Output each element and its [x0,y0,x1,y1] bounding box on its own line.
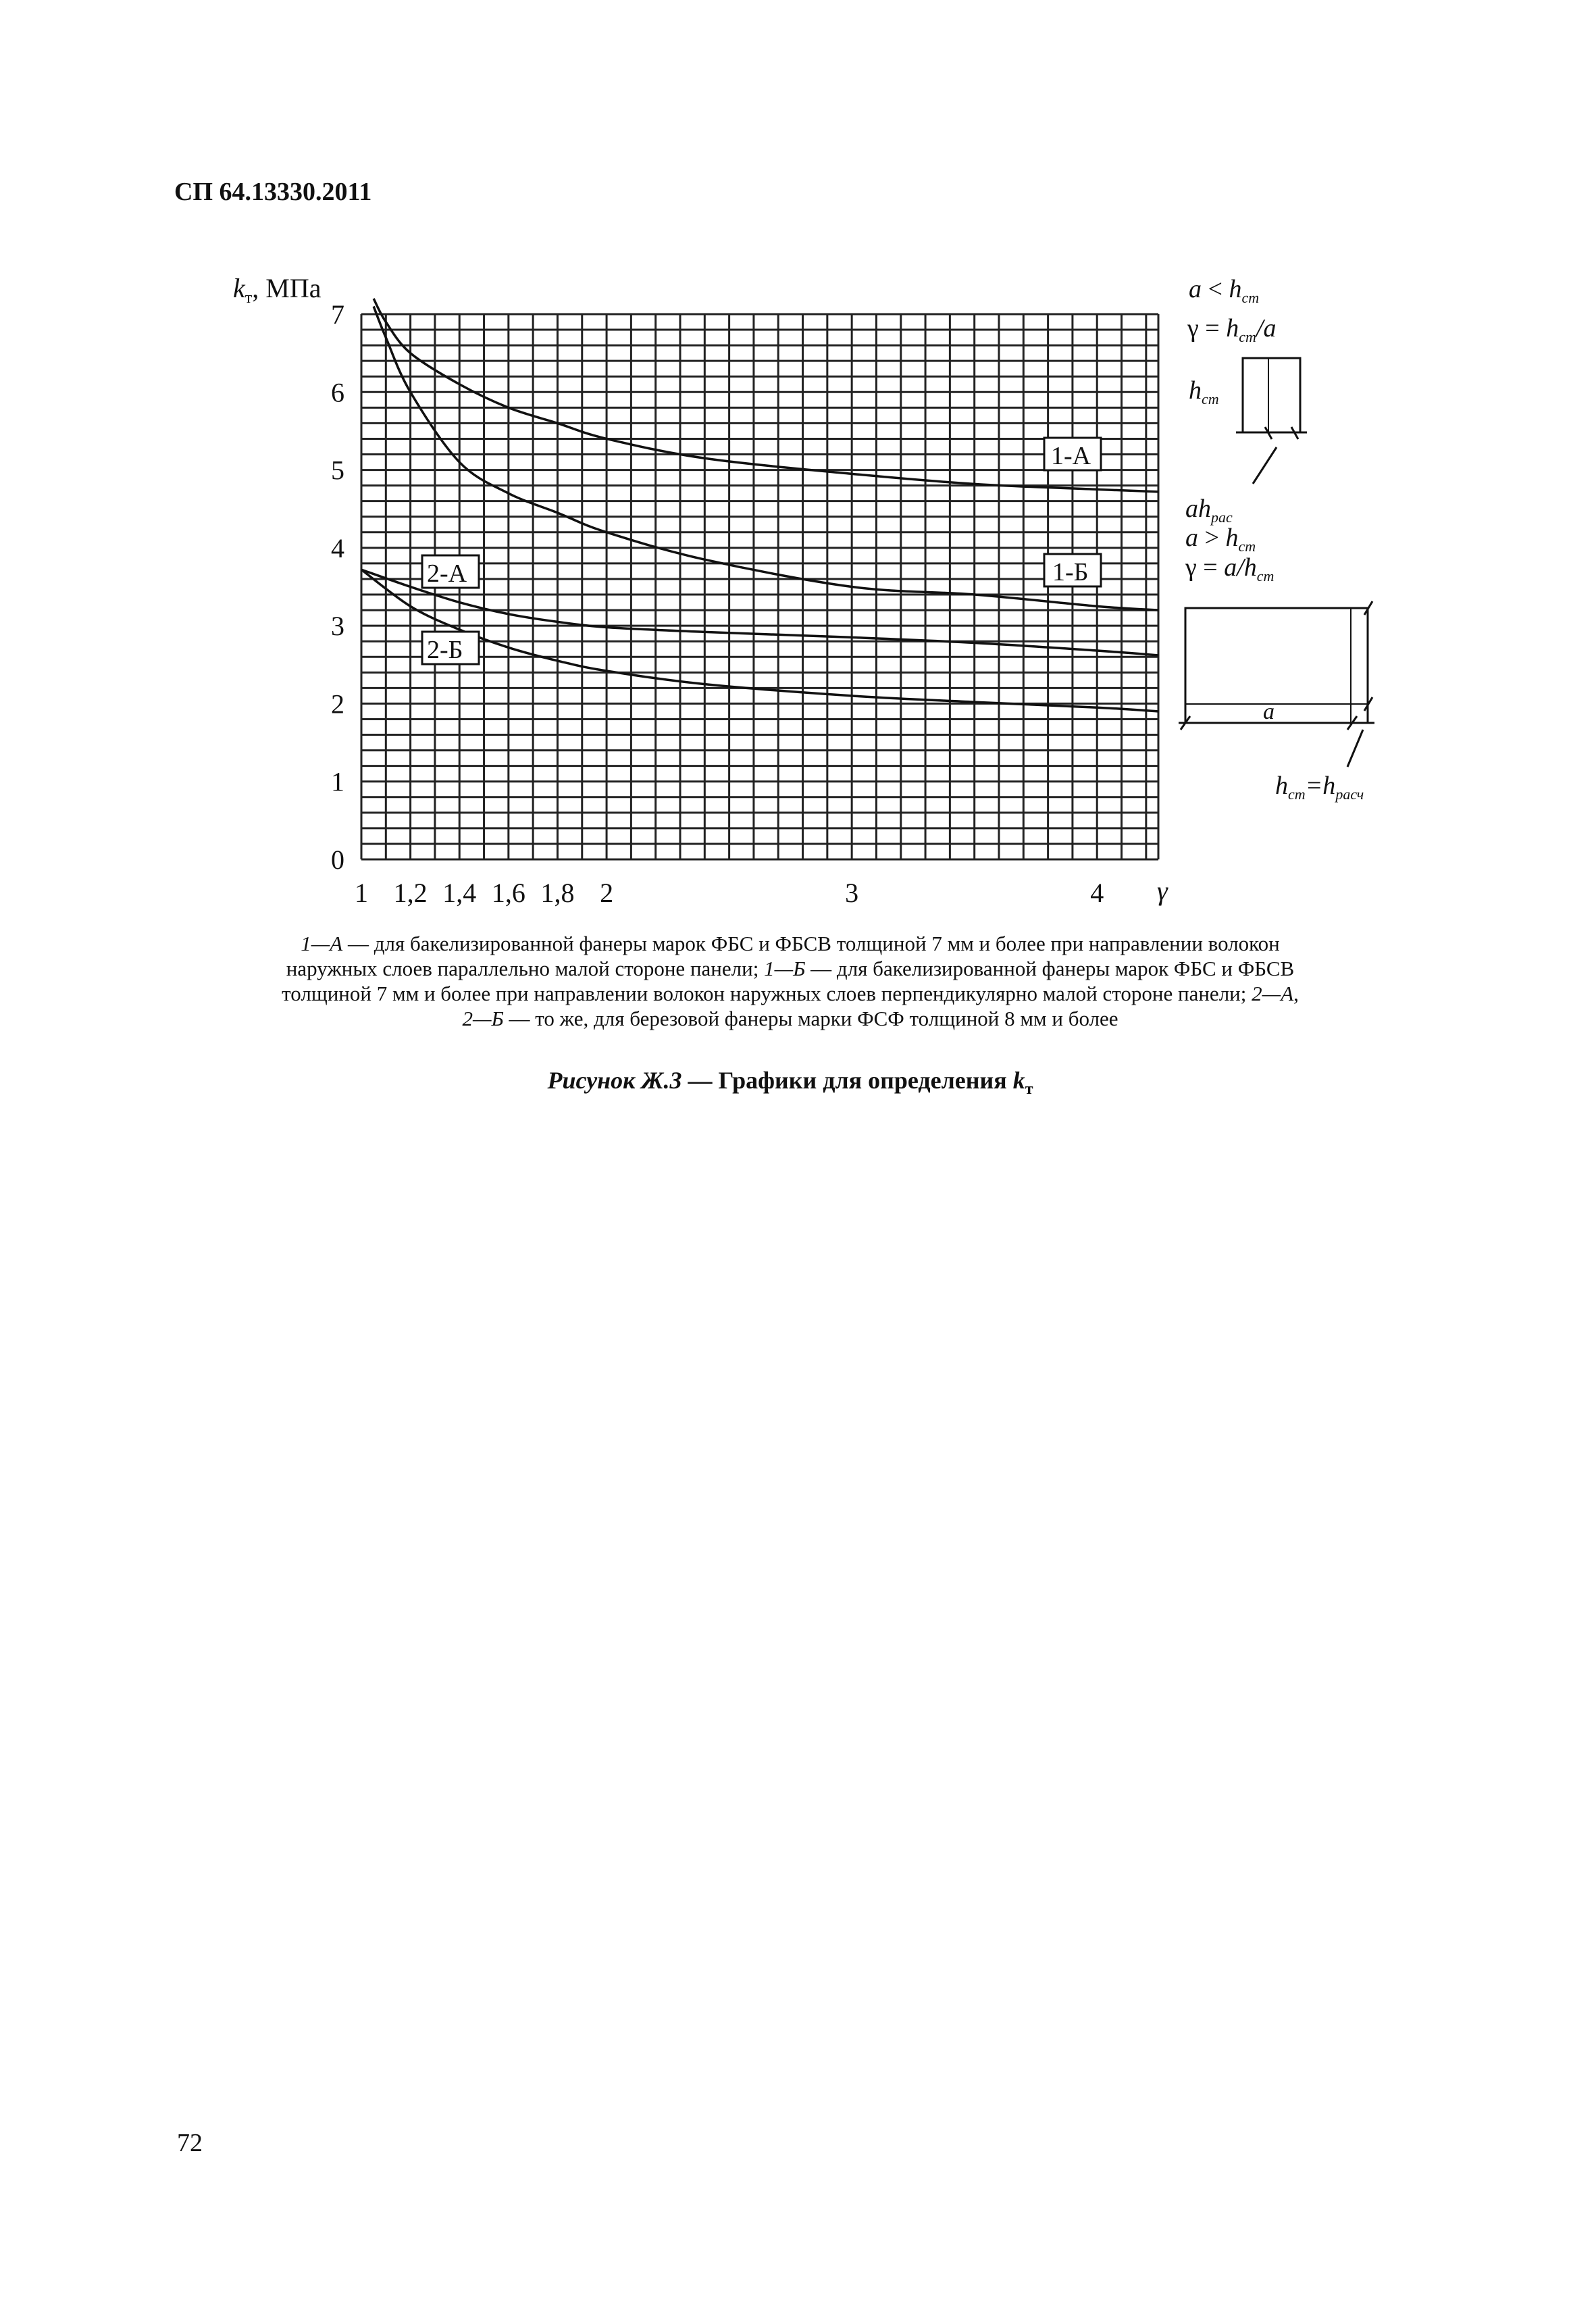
y-tick-label: 0 [331,845,344,875]
svg-text:hст: $h_{ст}$ [1189,376,1219,407]
svg-text:1-А: 1-А [1051,442,1091,470]
page-number: 72 [177,2129,203,2157]
x-tick-label: 1 [355,878,368,908]
document-code: СП 64.13330.2011 [174,178,372,206]
x-tick-label: 1,6 [491,878,525,908]
figure-title: Рисунок Ж.3 — Графики для определения $k_т$ [547,1067,1033,1099]
figure-kt-chart [0,0,1596,926]
svg-text:a < hст: $a < h_{ст}$ [1189,275,1260,306]
schematic-case-a-greater-h [1179,524,1374,803]
x-tick-label: 4 [1090,878,1104,908]
y-tick-label: 6 [331,377,344,408]
y-tick-label: 1 [331,766,344,797]
series-line-1 [374,299,1158,492]
series-line-2 [374,306,1158,610]
svg-text:1-Б: 1-Б [1052,558,1089,586]
x-tick-label: 2 [600,878,614,908]
svg-text:ahрас: $ah_{рас}$ [1185,495,1233,526]
x-tick-label: 1,8 [540,878,575,908]
svg-text:γ = hст/a: $\gamma = h_{ст}/a$ [1187,314,1277,345]
svg-text:a > hст: $a > h_{ст}$ [1185,524,1256,555]
series-label-1b [1044,554,1101,586]
series-label-1a [1044,438,1101,470]
svg-text:2-А: 2-А [427,559,467,588]
y-tick-label: 4 [331,532,344,563]
svg-text:a: a [1263,699,1275,724]
series-label-2a [422,555,479,588]
figure-legend-caption: 1—А — для бакелизированной фанеры марок ФБС и ФБСВ толщиной 7 мм и более при направлении волокон наружных слоев параллельно малой стороне панели; 1—Б — для бакелизированной фанеры марок ФБС и ФБСВ толщиной 7 мм и более при направлении волокон наружных слоев перпендикулярно малой стороне панели; 2—А, 2—Б — то же, для березовой фанеры марки ФСФ толщиной 8 мм и более [282,932,1299,1030]
svg-text:hст=hрасч: $h_{ст}=h_{расч}$ [1275,772,1364,803]
y-tick-label: 2 [331,688,344,720]
y-axis-title: $k_т$, МПа [233,273,321,307]
svg-text:2-Б: 2-Б [427,636,463,664]
y-tick-label: 5 [331,455,344,486]
svg-text:γ = a/hст: $\gamma = a/h_{ст}$ [1185,553,1275,584]
chart-tick-labels [331,299,1104,908]
x-axis-title: γ [1157,876,1168,906]
x-tick-label: 3 [845,878,859,908]
schematic-case-a-less-h [1185,275,1307,526]
series-label-2b [422,632,479,664]
y-tick-label: 3 [331,611,344,642]
series-line-3 [361,570,1158,655]
y-tick-label: 7 [331,299,344,330]
x-tick-label: 1,2 [393,878,428,908]
x-tick-label: 1,4 [442,878,477,908]
